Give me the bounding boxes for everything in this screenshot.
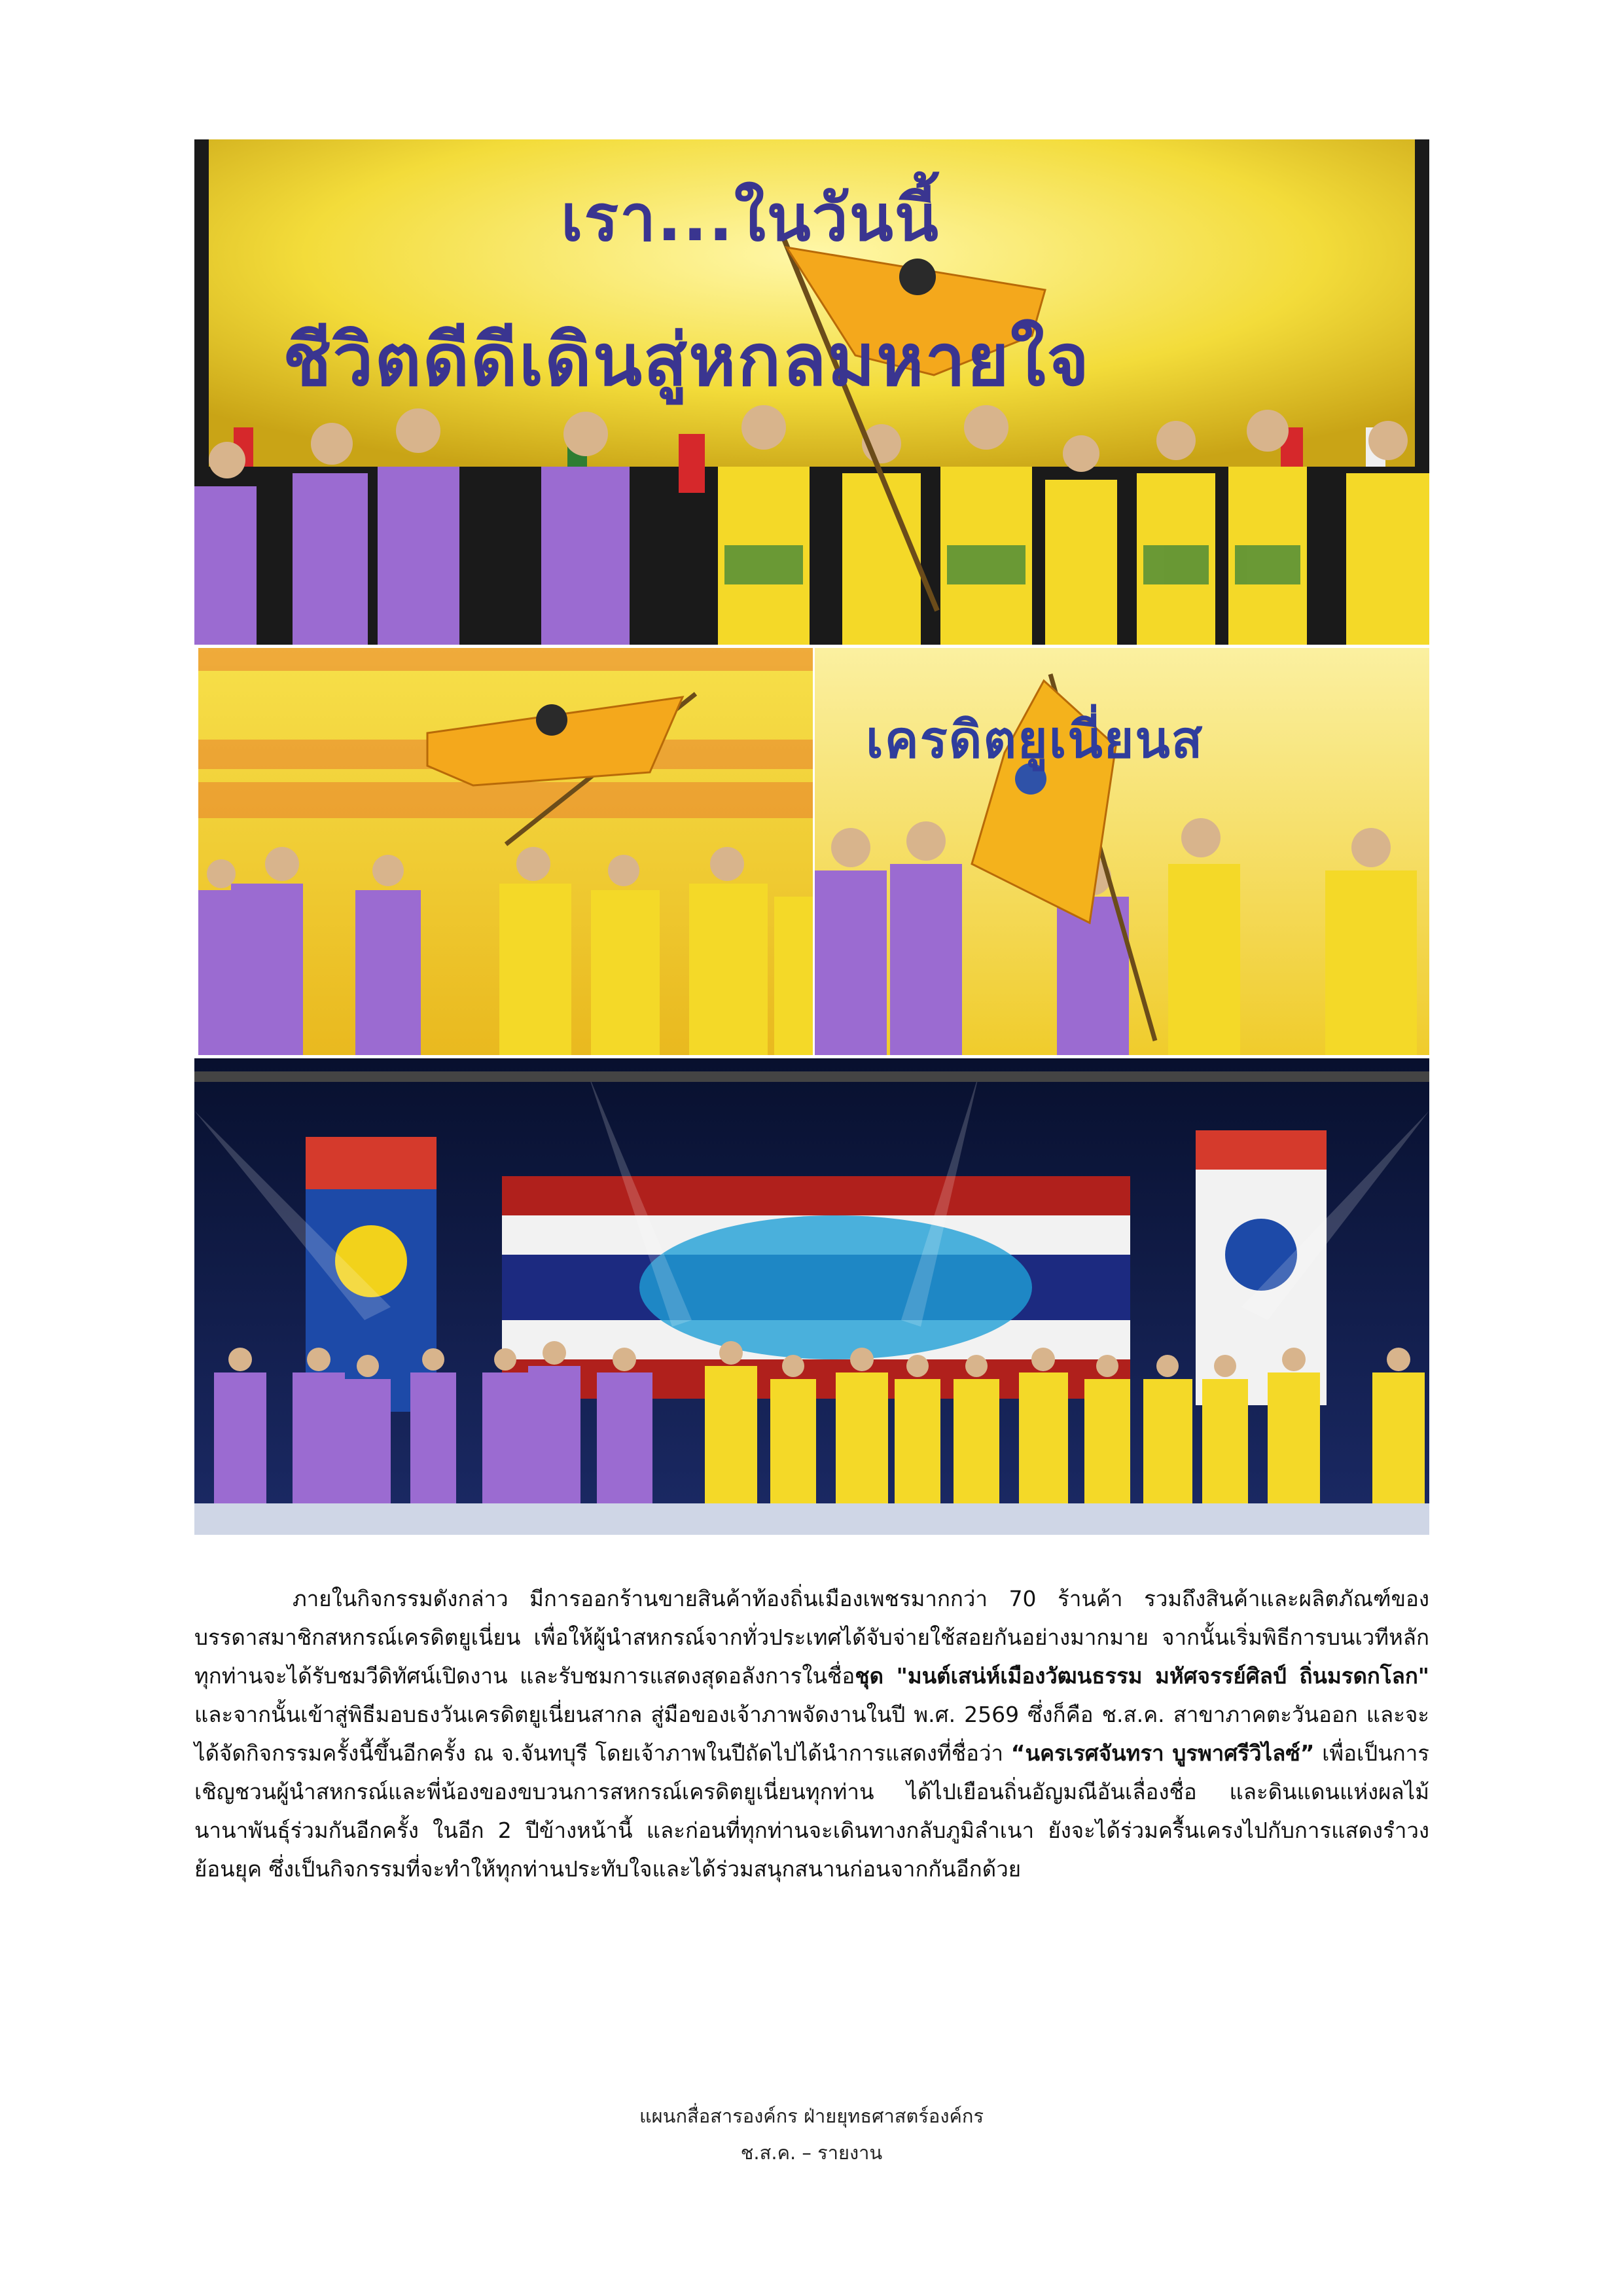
paragraph-show-name: ชุด "มนต์เสน่ห์เมืองวัฒนธรรม มหัศจรรย์ศิลป์ ถิ่นมรดกโลก" bbox=[855, 1663, 1429, 1689]
photo-bottom-scene bbox=[194, 1058, 1429, 1535]
footer-report: ช.ส.ค. – รายงาน bbox=[740, 2142, 883, 2164]
paragraph-next-show: “นครเรศจันทรา บูรพาศรีวิไลซ์” bbox=[1010, 1740, 1315, 1766]
photo-middle-left-scene bbox=[198, 648, 813, 1055]
paragraph-part-3: เพื่อเป็นการเชิญชวนผู้นำสหกรณ์และพี่น้องของขบวนการสหกรณ์เครดิตยูเนี่ยนทุกท่าน ได้ไปเยือนถิ่นอัญมณีอันเลื่องชื่อ และดินแดนแห่งผลไม้นานาพันธุ์ร่วมกันอีกครั้ง ในอีก 2 ปีข้างหน้านี้ และก่อนที่ทุกท่านจะเดินทางกลับภูมิลำเนา ยังจะได้ร่วมครื้นเครงไปกับการแสดงรำวงย้อนยุค ซึ่งเป็นกิจกรรมที่จะทำให้ทุกท่านประทับใจและได้ร่วมสนุกสนานก่อนจากกันอีกด้วย bbox=[194, 1740, 1429, 1882]
photo-flag-handover-left bbox=[198, 648, 813, 1055]
footer-department: แผนกสื่อสารองค์กร ฝ่ายยุทธศาสตร์องค์กร bbox=[639, 2105, 984, 2127]
sign-line-right: เครดิตยูเนี่ยนส bbox=[866, 711, 1204, 770]
paragraph-part-2: และจากนั้นเข้าสู่พิธีมอบธงวันเครดิตยูเนี่ยนสากล สู่มือของเจ้าภาพจัดงานในปี พ.ศ. 2569 ซึ่งก็คือ ช.ส.ค. สาขาภาคตะวันออก และจะได้จัดกิจกรรมครั้งนี้ขึ้นอีกครั้ง ณ จ.จันทบุรี โดยเจ้าภาพในปีถัดไปได้นำการแสดงที่ชื่อว่า bbox=[194, 1702, 1429, 1766]
photo-flag-ceremony-top bbox=[194, 139, 1429, 645]
page-footer bbox=[0, 2098, 1623, 2171]
sign-line-1: เรา...ในวันนี้ bbox=[561, 181, 940, 256]
photo-stage-group bbox=[194, 1058, 1429, 1535]
paragraph-part-1: ภายในกิจกรรมดังกล่าว มีการออกร้านขายสินค้าท้องถิ่นเมืองเพชรมากกว่า 70 ร้านค้า รวมถึงสินค้าและผลิตภัณฑ์ของบรรดาสมาชิกสหกรณ์เครดิตยูเนี่ยน เพื่อให้ผู้นำสหกรณ์จากทั่วประเทศได้จับจ่ายใช้สอยกันอย่างมากมาย จากนั้นเริ่มพิธีการบนเวทีหลัก ทุกท่านจะได้รับชมวีดิทัศน์เปิดงาน และรับชมการแสดงสุดอลังการในชื่อ bbox=[194, 1586, 1429, 1689]
body-paragraph bbox=[194, 1579, 1429, 1888]
sign-line-2: ชีวิตดีดีเดินสู่หกลมหายใจ bbox=[283, 318, 1091, 402]
photo-flag-handover-right bbox=[815, 648, 1429, 1055]
